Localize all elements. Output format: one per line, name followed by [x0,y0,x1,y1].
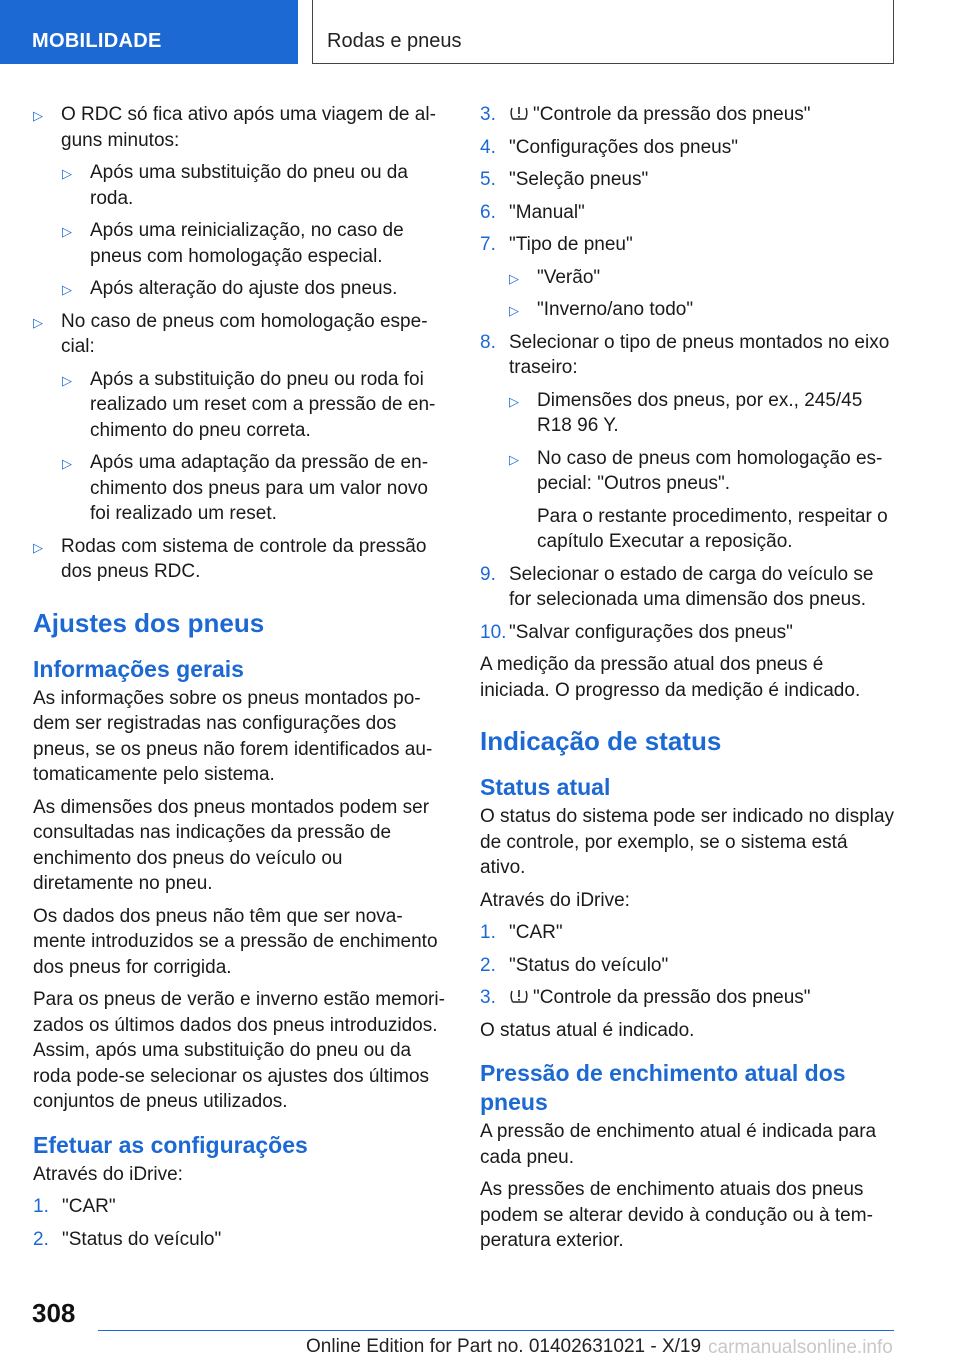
section-tab [0,0,298,64]
sub-bullet-item: ▷ Após uma reinicialização, no caso de pneus com homologação especial. [62,220,404,267]
triangle-right-icon: ▷ [62,282,72,297]
heading-status-atual: Status atual [480,774,611,800]
left-column [33,102,447,1259]
paragraph: O status do sistema pode ser indicado no display de controle, por exemplo, se o sistema está ativo. [480,806,895,878]
watermark-text: carmanualsonline.info [708,1337,893,1358]
step-item: 4. "Configurações dos pneus" [480,136,738,158]
sub-bullet-item: ▷ No caso de pneus com homologação especial: "Outros pneus". [509,447,883,494]
step-item: 2. "Status do veículo" [33,1228,222,1250]
heading-indicacao-status: Indicação de status [480,726,722,756]
step-item: 8. Selecionar o tipo de pneus montados no eixo traseiro: [480,331,890,378]
chapter-tab [312,0,894,64]
right-column [480,102,898,1261]
step-item: 5. "Seleção pneus" [480,169,649,190]
triangle-right-icon: ▷ [509,270,519,286]
sub-bullet-item: ▷ Após a substituição do pneu ou roda foi realizado um reset com a pressão de enchimento do pneu correta. [62,368,436,441]
footer-divider [98,1330,894,1331]
paragraph: As pressões de enchimento atuais dos pneus podem se alterar devido à condução ou à temperatura exterior. [480,1179,873,1251]
triangle-right-icon: ▷ [62,372,72,388]
step-item: 1. "CAR" [33,1196,116,1217]
step-item: 9. Selecionar o estado de carga do veículo se for selecionada uma dimensão dos pneus. [480,563,874,610]
triangle-right-icon: ▷ [62,456,72,471]
paragraph: A pressão de enchimento atual é indicada para cada pneu. [480,1121,877,1168]
triangle-right-icon: ▷ [509,303,519,318]
sub-bullet-item: ▷ Dimensões dos pneus, por ex., 245/45 R18 96 Y. [509,389,863,436]
heading-informacoes: Informações gerais [33,655,244,682]
page-number: 308 [32,1298,76,1328]
triangle-right-icon: ▷ [33,108,43,123]
triangle-right-icon: ▷ [33,314,43,330]
step-item: 1. "CAR" [480,922,563,943]
sub-bullet-item: ▷ Após alteração do ajuste dos pneus. [62,276,447,302]
triangle-right-icon: ▷ [509,393,519,409]
paragraph: O status atual é indicado. [480,1019,695,1041]
paragraph: Os dados dos pneus não têm que ser novamente introduzidos se a pressão de enchimento dos pneus for corrigida. [33,905,438,978]
step-item: 7. "Tipo de pneu" [480,234,633,255]
triangle-right-icon: ▷ [62,166,72,181]
edition-text: Online Edition for Part no. 01402631021 - X/19 [306,1336,702,1357]
paragraph: A medição da pressão atual dos pneus é iniciada. O progresso da medição é indicado. [480,654,861,701]
step-item: 3. "Controle da pressão dos pneus" [480,987,811,1008]
paragraph: Para os pneus de verão e inverno estão memorizados os últimos dados dos pneus introduzidos. Assim, após uma substituição do pneu ou da roda pode-se selecionar os ajustes dos últimos conjuntos de pneus utilizados. [33,989,445,1112]
tire-pressure-warning-icon [509,104,529,122]
tire-pressure-warning-icon [509,987,529,1005]
heading-efetuar: Efetuar as configurações [33,1131,308,1158]
paragraph: Através do iDrive: [33,1163,183,1185]
paragraph: Através do iDrive: [480,889,630,911]
sub-bullet-item: ▷ "Inverno/ano todo" [509,297,898,323]
bullet-item: ▷ Rodas com sistema de controle da pressão dos pneus RDC. [33,535,427,582]
step-item: 3. "Controle da pressão dos pneus" [480,104,811,125]
heading-ajustes: Ajustes dos pneus [33,607,265,638]
paragraph: As informações sobre os pneus montados podem ser registradas nas configurações dos pneus, se os pneus não forem identificados automaticamente pelo sistema. [33,687,433,785]
heading-pressao-atual: Pressão de enchimento atual dos pneus [480,1060,846,1115]
step-item: 6. "Manual" [480,201,585,223]
sub-bullet-item: ▷ Após uma adaptação da pressão de enchimento dos pneus para um valor novo foi realizado um reset. [62,452,429,524]
step-item: 2. "Status do veículo" [480,954,669,976]
step-note: Para o restante procedimento, respeitar o capítulo Executar a reposição. [537,505,888,552]
bullet-item: ▷ No caso de pneus com homologação especial: [33,310,428,357]
chapter-title: Rodas e pneus [327,30,462,52]
triangle-right-icon: ▷ [62,224,72,239]
step-item: 10. "Salvar configurações dos pneus" [480,621,793,643]
sub-bullet-item: ▷ "Verão" [509,265,898,291]
bullet-item: ▷ O RDC só fica ativo após uma viagem de alguns minutos: [33,104,436,151]
triangle-right-icon: ▷ [509,451,519,467]
paragraph: As dimensões dos pneus montados podem ser consultadas nas indicações da pressão de enchimento dos pneus do veículo ou diretamente no pneu. [33,796,430,894]
triangle-right-icon: ▷ [33,539,43,555]
sub-bullet-item: ▷ Após uma substituição do pneu ou da roda. [62,162,408,209]
section-title: MOBILIDADE [32,30,162,52]
